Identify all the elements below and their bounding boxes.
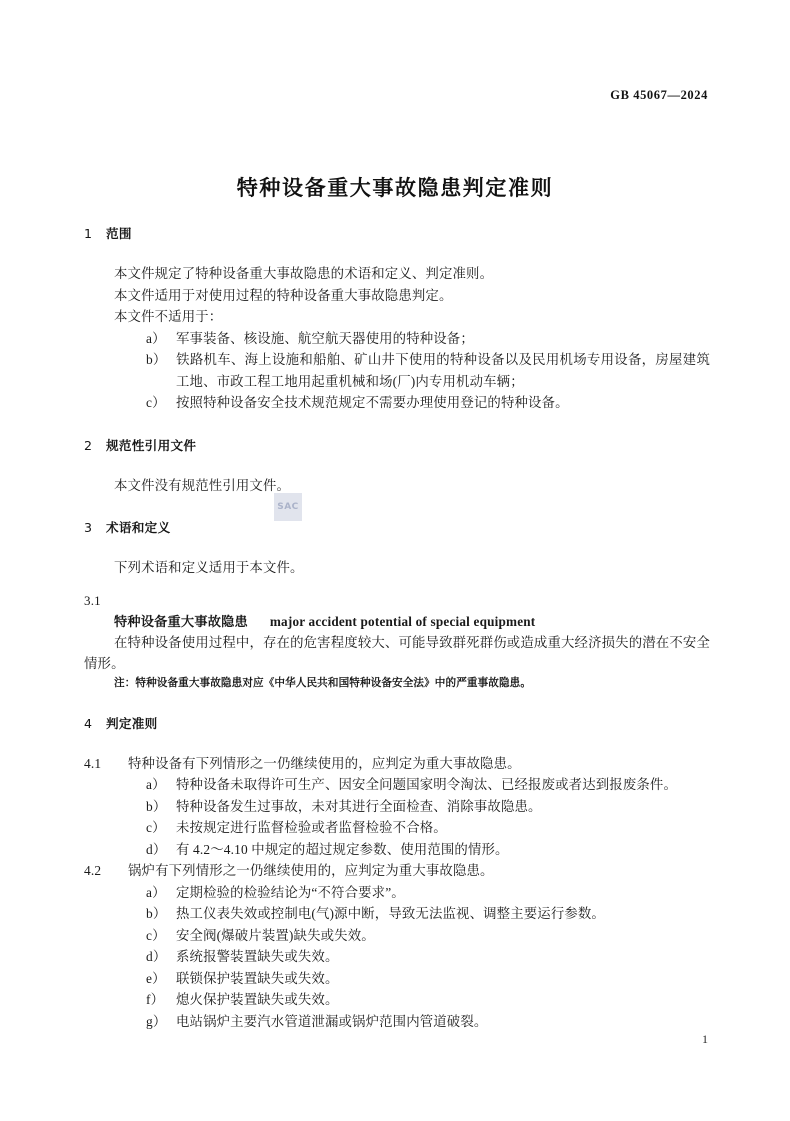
list-item-marker: b）	[146, 798, 167, 814]
list-item-text: 系统报警装置缺失或失效。	[176, 949, 339, 965]
list-item-text: 特种设备发生过事故，未对其进行全面检查、消除事故隐患。	[176, 798, 542, 814]
paragraph: 本文件不适用于：	[114, 309, 223, 325]
spacer	[84, 414, 710, 438]
clause-number: 4	[84, 715, 93, 731]
list-item	[84, 839, 710, 861]
spacer	[84, 453, 710, 475]
subclause-number: 4.2	[84, 863, 102, 879]
list-item-text: 熄火保护装置缺失或失效。	[176, 992, 339, 1008]
clause-heading-terms	[84, 520, 710, 535]
term-en: major accident potential of special equipment	[269, 613, 536, 629]
list-item	[84, 882, 710, 904]
list-item-marker: c）	[146, 820, 166, 836]
clause-title: 术语和定义	[106, 520, 171, 536]
clause-title: 判定准则	[106, 715, 158, 731]
page-number: 1	[702, 1032, 708, 1046]
list-item	[84, 925, 710, 947]
paragraph: 下列术语和定义适用于本文件。	[114, 560, 304, 576]
clause-heading-scope	[84, 226, 710, 241]
term-zh: 特种设备重大事故隐患	[114, 613, 248, 629]
list-item-marker: a）	[146, 884, 166, 900]
clause-number: 2	[84, 437, 93, 453]
list-item-text: 热工仪表失效或控制电(气)源中断，导致无法监视、调整主要运行参数。	[176, 906, 605, 922]
list-item	[84, 946, 710, 968]
spacer	[84, 579, 710, 591]
sac-watermark: SAC	[274, 493, 302, 521]
spacer	[84, 496, 710, 520]
list-item	[84, 968, 710, 990]
list-item-marker: a）	[146, 330, 166, 346]
spacer	[84, 692, 710, 716]
subclause-number: 4.1	[84, 755, 102, 771]
list-item	[84, 1011, 710, 1033]
subclause-text: 特种设备有下列情形之一仍继续使用的，应判定为重大事故隐患。	[128, 755, 521, 771]
term-entry-number: 3.1	[84, 592, 101, 608]
list-item-marker: a）	[146, 777, 166, 793]
list-item	[84, 328, 710, 350]
list-item-text: 安全阀(爆破片装置)缺失或失效。	[176, 927, 375, 943]
list-item-marker: b）	[146, 906, 167, 922]
clause-number: 3	[84, 520, 93, 536]
list-item	[84, 989, 710, 1011]
list-item	[84, 796, 710, 818]
subclause-lead	[84, 753, 710, 775]
list-item-text: 定期检验的检验结论为“不符合要求”。	[176, 884, 405, 900]
paragraph: 本文件适用于对使用过程的特种设备重大事故隐患判定。	[114, 287, 453, 303]
list-item-marker: c）	[146, 395, 166, 411]
term-note: 注：特种设备重大事故隐患对应《中华人民共和国特种设备安全法》中的严重事故隐患。	[114, 677, 532, 689]
spacer	[84, 535, 710, 557]
list-item-marker: g）	[146, 1013, 167, 1029]
list-item	[84, 903, 710, 925]
clause-heading-normative-references	[84, 438, 710, 453]
list-item-text: 按照特种设备安全技术规范规定不需要办理使用登记的特种设备。	[176, 395, 569, 411]
list-item-text: 电站锅炉主要汽水管道泄漏或锅炉范围内管道破裂。	[176, 1013, 488, 1029]
list-item-marker: f）	[146, 992, 165, 1008]
list-item	[84, 349, 710, 392]
list-item-marker: d）	[146, 949, 167, 965]
subclause-text: 锅炉有下列情形之一仍继续使用的，应判定为重大事故隐患。	[128, 863, 494, 879]
document-body	[84, 226, 710, 1032]
list-item	[84, 774, 710, 796]
clause-heading-criteria	[84, 716, 710, 731]
spacer	[84, 731, 710, 753]
list-item-text: 未按规定进行监督检验或者监督检验不合格。	[176, 820, 447, 836]
list-item	[84, 392, 710, 414]
paragraph: 本文件规定了特种设备重大事故隐患的术语和定义、判定准则。	[114, 266, 494, 282]
paragraph: 本文件没有规范性引用文件。	[114, 477, 291, 493]
clause-title: 范围	[106, 226, 132, 241]
running-header-standard-code: GB 45067—2024	[610, 88, 708, 102]
list-item-text: 有 4.2～4.10 中规定的超过规定参数、使用范围的情形。	[176, 841, 509, 857]
list-item-marker: d）	[146, 841, 167, 857]
clause-number: 1	[84, 226, 93, 241]
list-item-text: 特种设备未取得许可生产、因安全问题国家明令淘汰、已经报废或者达到报废条件。	[176, 777, 678, 793]
list-item-marker: b）	[146, 352, 167, 368]
page-title: 特种设备重大事故隐患判定准则	[236, 176, 554, 201]
list-item	[84, 817, 710, 839]
list-item-text: 铁路机车、海上设施和船舶、矿山井下使用的特种设备以及民用机场专用设备，房屋建筑工地、市政工程工地用起重机械和场(厂)内专用机动车辆；	[176, 352, 710, 389]
list-item-marker: e）	[146, 970, 166, 986]
spacer	[84, 241, 710, 263]
list-item-text: 联锁保护装置缺失或失效。	[176, 970, 339, 986]
term-entry-headword	[84, 611, 710, 632]
subclause-lead	[84, 860, 710, 882]
list-item-text: 军事装备、核设施、航空航天器使用的特种设备；	[176, 330, 474, 346]
clause-title: 规范性引用文件	[106, 437, 197, 453]
list-item-marker: c）	[146, 927, 166, 943]
term-definition: 在特种设备使用过程中，存在的危害程度较大、可能导致群死群伤或造成重大经济损失的潜在不安全情形。	[84, 634, 710, 672]
